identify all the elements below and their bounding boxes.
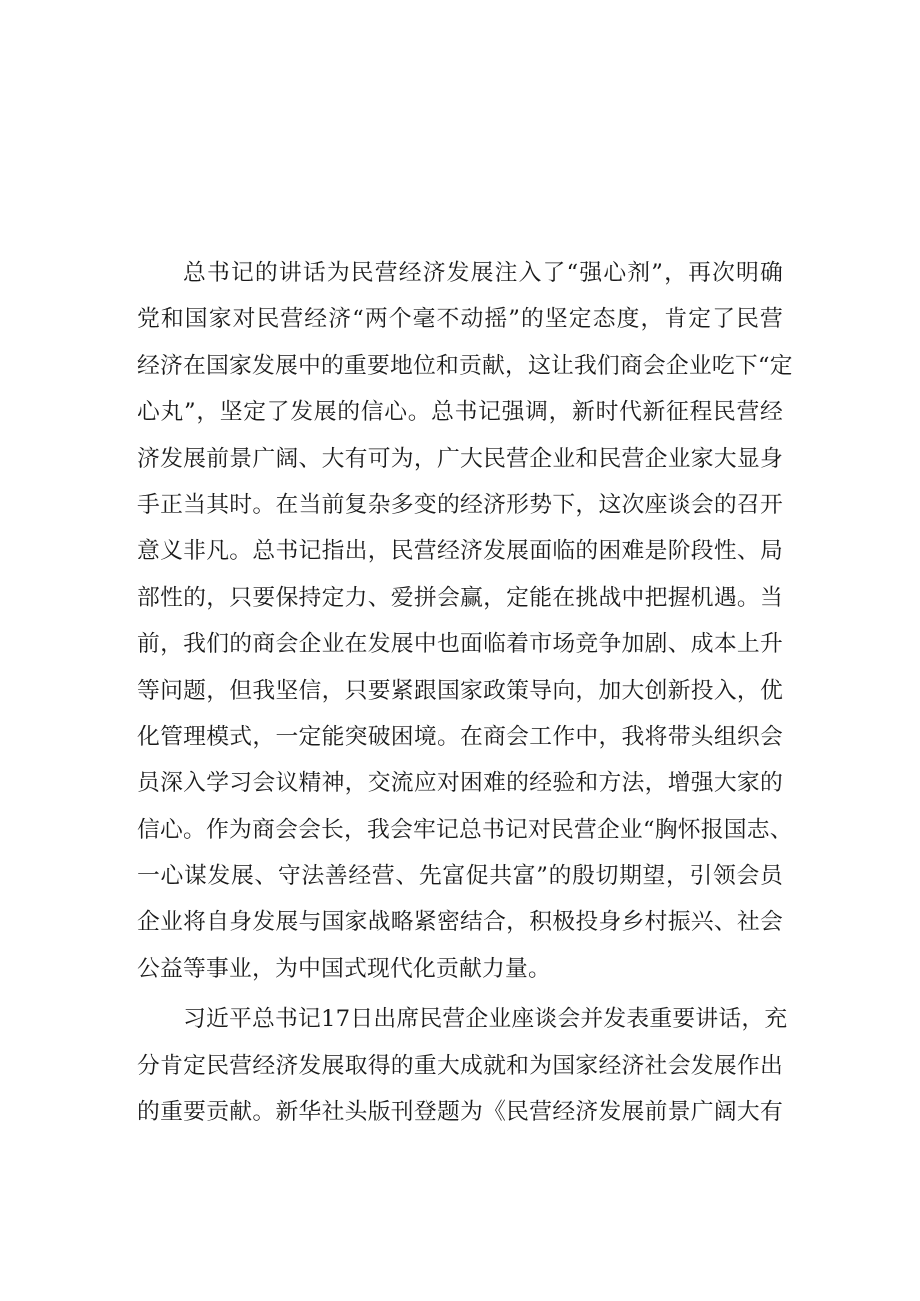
text-line: 济发展前景广阔、大有可为，广大民营企业和民营企业家大显身 bbox=[137, 445, 783, 472]
text-line: 等问题，但我坚信，只要紧跟国家政策导向，加大创新投入，优 bbox=[137, 677, 783, 704]
text-line: 手正当其时。在当前复杂多变的经济形势下，这次座谈会的召开 bbox=[137, 491, 783, 518]
text-line: 总书记的讲话为民营经济发展注入了“强心剂”，再次明确 bbox=[183, 260, 783, 286]
text-line: 化管理模式，一定能突破困境。在商会工作中，我将带头组织会 bbox=[137, 723, 783, 750]
text-line: 意义非凡。总书记指出，民营经济发展面临的困难是阶段性、局 bbox=[137, 538, 783, 565]
text-line: 习近平总书记17日出席民营企业座谈会并发表重要讲话，充 bbox=[183, 1006, 788, 1033]
text-line: 心丸”，坚定了发展的信心。总书记强调，新时代新征程民营经 bbox=[137, 399, 783, 426]
text-line: 信心。作为商会会长，我会牢记总书记对民营企业“胸怀报国志、 bbox=[137, 816, 793, 843]
paragraph bbox=[137, 996, 788, 1135]
text-line: 员深入学习会议精神，交流应对困难的经验和方法，增强大家的 bbox=[137, 770, 783, 797]
document-body bbox=[137, 250, 793, 1135]
text-line: 党和国家对民营经济“两个毫不动摇”的坚定态度，肯定了民营 bbox=[137, 306, 783, 333]
text-line: 企业将自身发展与国家战略紧密结合，积极投身乡村振兴、社会 bbox=[137, 909, 783, 936]
text-line: 的重要贡献。新华社头版刊登题为《民营经济发展前景广阔大有 bbox=[137, 1099, 783, 1126]
paragraph bbox=[137, 250, 793, 992]
text-line: 前，我们的商会企业在发展中也面临着市场竞争加剧、成本上升 bbox=[137, 631, 783, 658]
text-line: 公益等事业，为中国式现代化贡献力量。 bbox=[137, 955, 551, 982]
text-line: 部性的，只要保持定力、爱拼会赢，定能在挑战中把握机遇。当 bbox=[137, 584, 783, 611]
text-line: 经济在国家发展中的重要地位和贡献，这让我们商会企业吃下“定 bbox=[137, 352, 793, 379]
text-line: 分肯定民营经济发展取得的重大成就和为国家经济社会发展作出 bbox=[137, 1052, 783, 1079]
text-line: 一心谋发展、守法善经营、先富促共富”的殷切期望，引领会员 bbox=[137, 863, 783, 890]
